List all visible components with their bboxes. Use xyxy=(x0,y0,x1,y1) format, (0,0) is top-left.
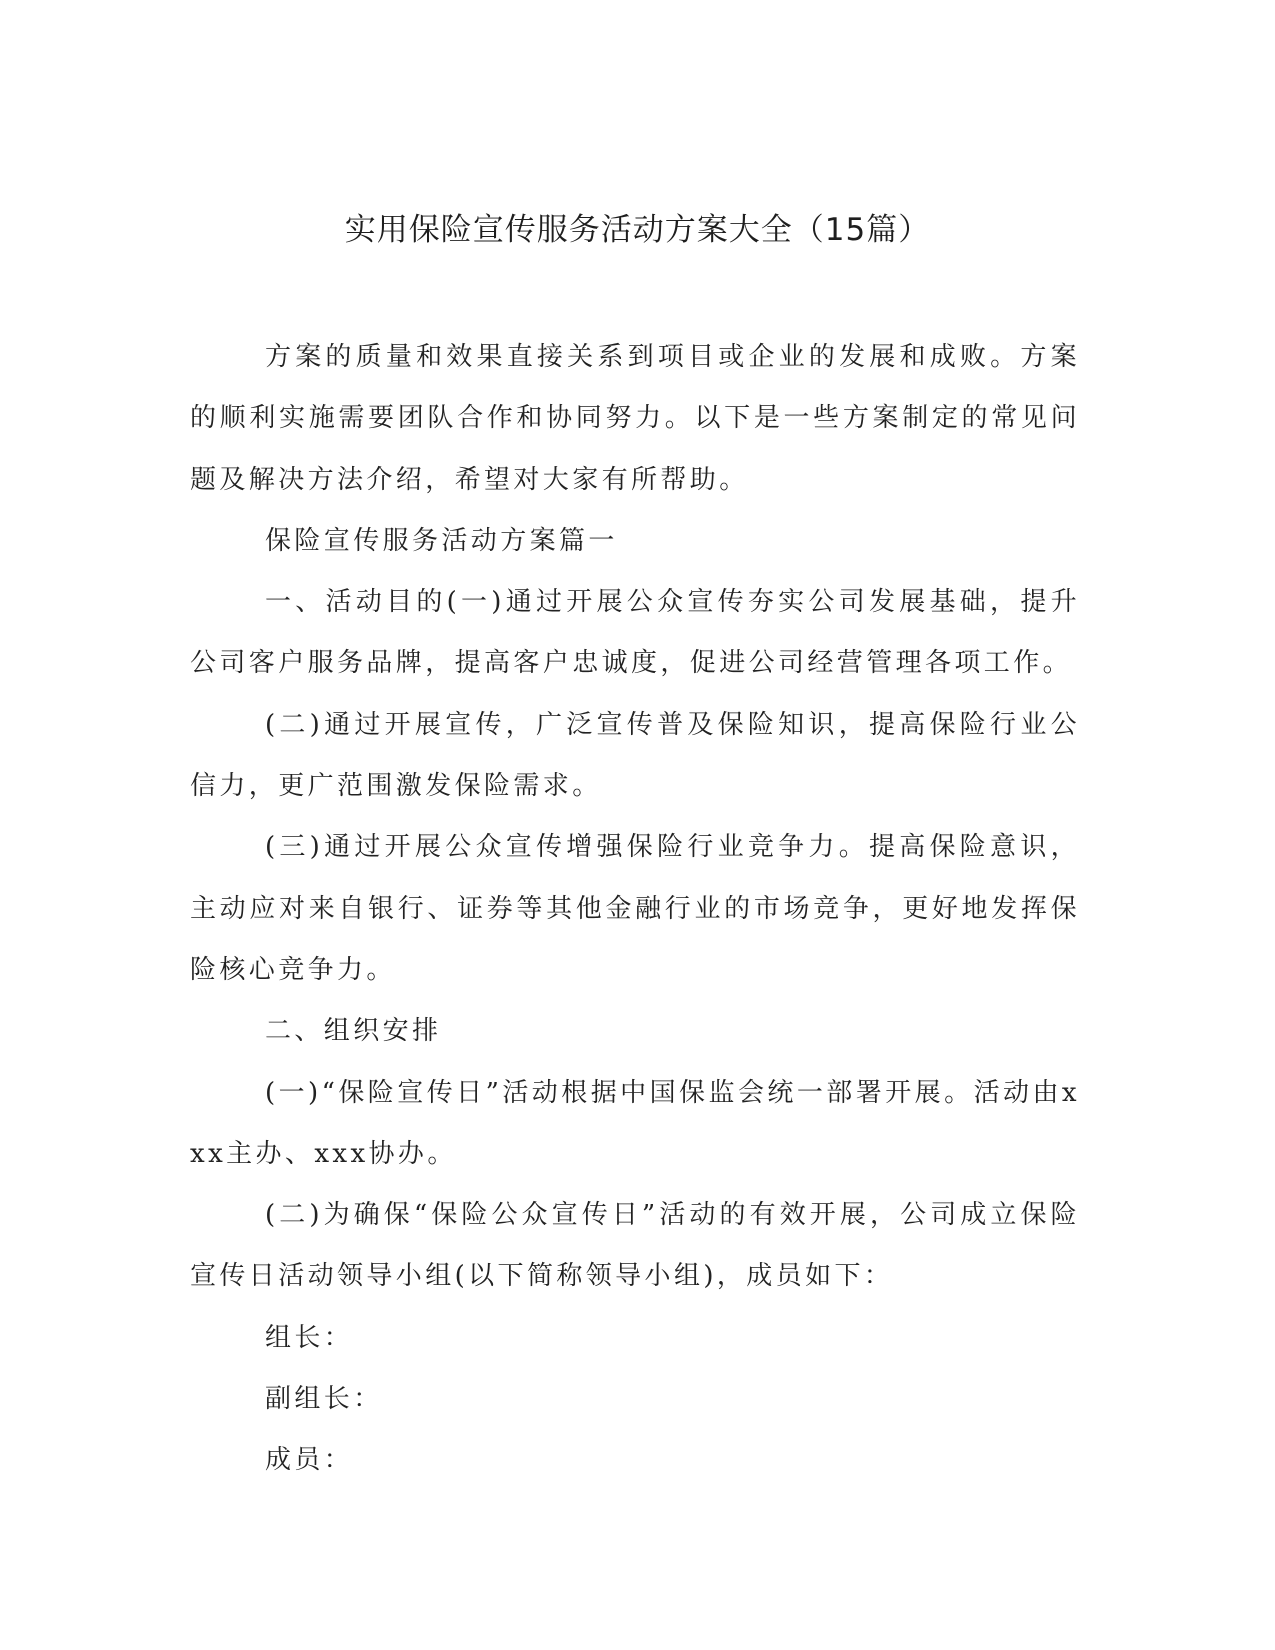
organization-heading: 二、组织安排 xyxy=(265,1016,442,1047)
activity-purpose-paragraph-2: (二)通过开展宣传，广泛宣传普及保险知识，提高保险行业公信力，更广范围激发保险需求。 xyxy=(190,709,1080,802)
activity-purpose-paragraph-1: 一、活动目的(一)通过开展公众宣传夯实公司发展基础，提升公司客户服务品牌，提高客户忠诚度，促进公司经营管理各项工作。 xyxy=(190,587,1080,679)
deputy-leader-line: 副组长： xyxy=(265,1384,383,1415)
document-body xyxy=(190,327,1080,1492)
document-title: 实用保险宣传服务活动方案大全（15篇） xyxy=(344,212,931,248)
members-line: 成员： xyxy=(265,1445,354,1476)
organization-paragraph-1: (一)“保险宣传日”活动根据中国保监会统一部署开展。活动由xxx主办、xxx协办。 xyxy=(190,1077,1080,1169)
intro-paragraph: 方案的质量和效果直接关系到项目或企业的发展和成败。方案的顺利实施需要团队合作和协同努力。以下是一些方案制定的常见问题及解决方法介绍，希望对大家有所帮助。 xyxy=(190,342,1080,495)
section-heading-part-one: 保险宣传服务活动方案篇一 xyxy=(265,525,618,556)
activity-purpose-paragraph-3: (三)通过开展公众宣传增强保险行业竞争力。提高保险意识，主动应对来自银行、证券等其他金融行业的市场竞争，更好地发挥保险核心竞争力。 xyxy=(190,832,1080,985)
group-leader-line: 组长： xyxy=(265,1322,354,1353)
organization-paragraph-2: (二)为确保“保险公众宣传日”活动的有效开展，公司成立保险宣传日活动领导小组(以下简称领导小组)，成员如下： xyxy=(190,1200,1080,1292)
